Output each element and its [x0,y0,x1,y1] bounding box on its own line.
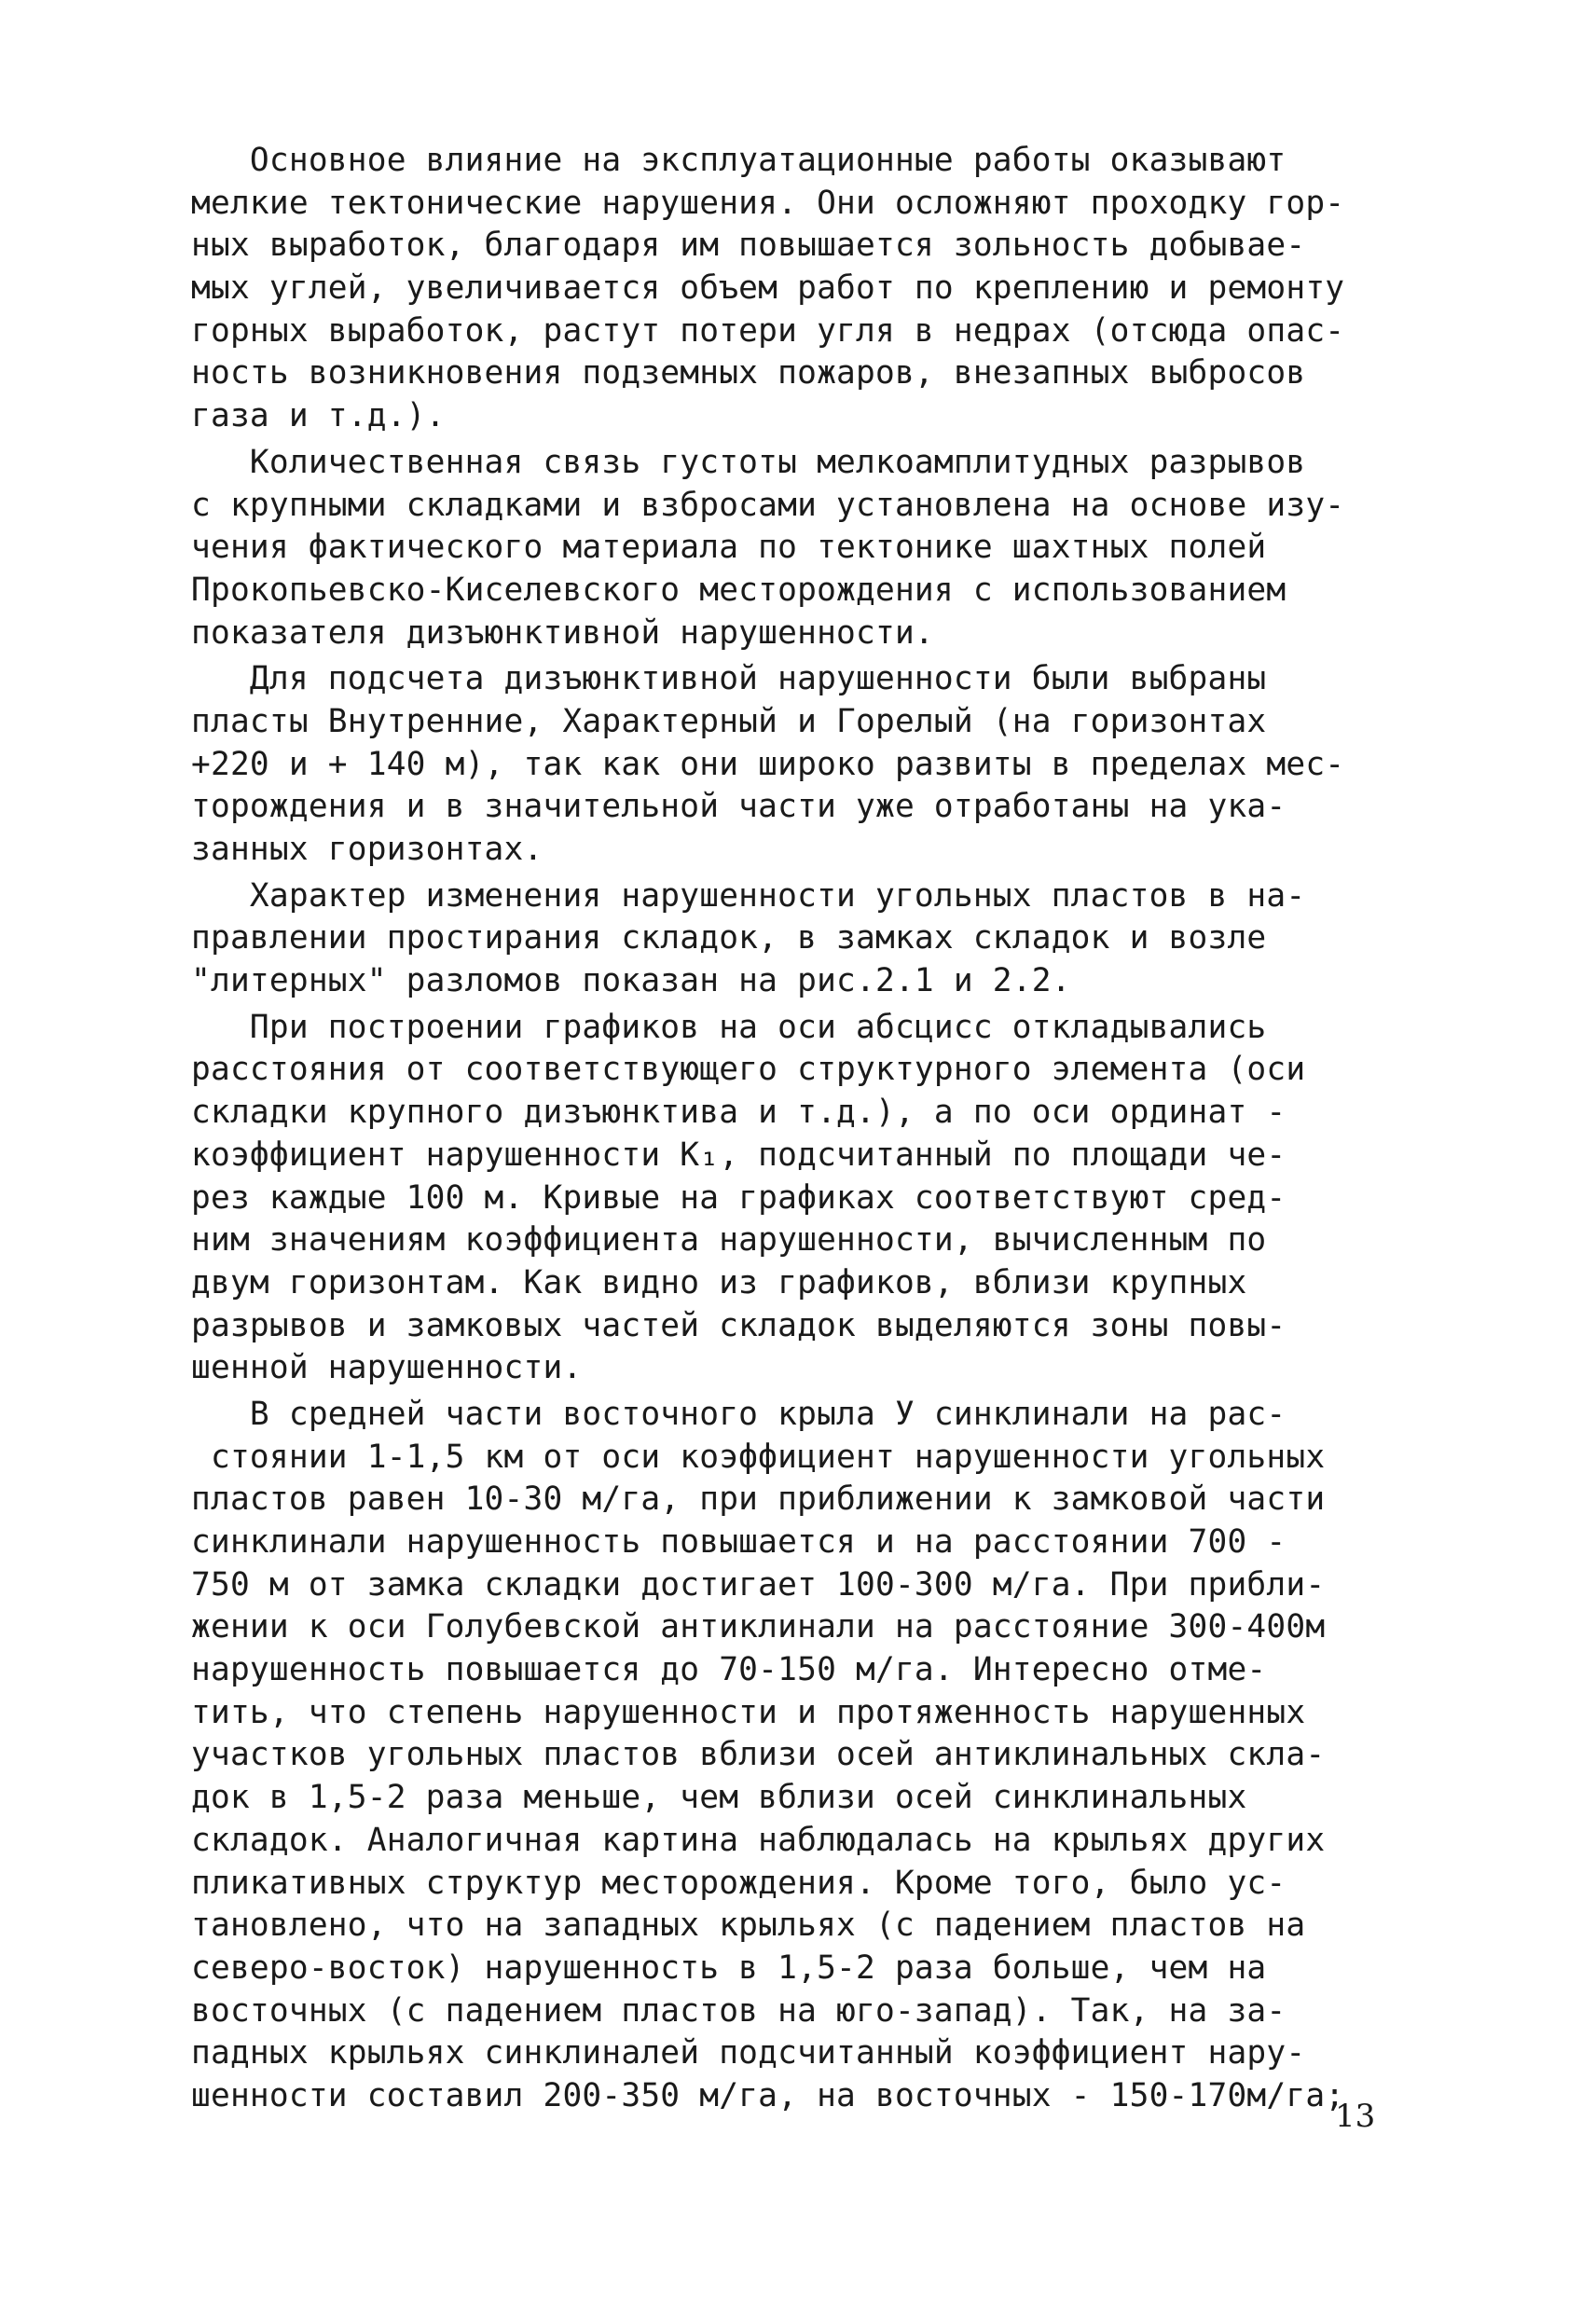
text-line: Характер изменения нарушенности угольных пластов в на- [191,876,1306,915]
text-line: пласты Внутренние, Характерный и Горелый (на горизонтах [191,702,1267,740]
text-line: "литерных" разломов показан на рис.2.1 и 2.2. [191,962,1071,1000]
text-line: с крупными складками и взбросами установлена на основе изу- [191,486,1345,524]
text-line: восточных (с падением пластов на юго-запад). Так, на за- [191,1991,1286,2030]
text-line: Для подсчета дизъюнктивной нарушенности были выбраны [191,660,1267,698]
page-number: 13 [1335,2098,1376,2135]
text-line: мелкие тектонические нарушения. Они осложняют проходку гор- [191,184,1345,222]
text-line: В средней части восточного крыла У синклинали на рас- [191,1395,1286,1433]
text-line: разрывов и замковых частей складок выделяются зоны повы- [191,1306,1286,1344]
text-line: северо-восток) нарушенность в 1,5-2 раза больше, чем на [191,1948,1267,1987]
paragraph [191,658,1422,871]
text-line: правлении простирания складок, в замках складок и возле [191,919,1267,957]
text-line: пликативных структур месторождения. Кроме того, было ус- [191,1864,1286,1902]
paragraph [191,1394,1422,2118]
text-line: тановлено, что на западных крыльях (с падением пластов на [191,1907,1306,1945]
text-line: двум горизонтам. Как видно из графиков, вблизи крупных [191,1263,1247,1301]
text-line: мых углей, увеличивается объем работ по креплению и ремонту [191,269,1345,308]
text-line: газа и т.д.). [191,397,446,435]
text-line: рез каждые 100 м. Кривые на графиках соответствуют сред- [191,1178,1286,1217]
text-line: ных выработок, благодаря им повышается зольность добывае- [191,227,1306,265]
text-line: нарушенность повышается до 70-150 м/га. Интересно отме- [191,1651,1267,1689]
paragraph [191,442,1422,654]
text-line: шенной нарушенности. [191,1349,583,1387]
text-line: Прокопьевско-Киселевского месторождения с использованием [191,571,1286,609]
paragraph [191,1007,1422,1390]
text-line: синклинали нарушенность повышается и на расстоянии 700 - [191,1523,1286,1561]
text-line: занных горизонтах. [191,831,543,868]
text-line: Основное влияние на эксплуатационные работы оказывают [191,142,1286,179]
text-line: ним значениям коэффициента нарушенности, вычисленным по [191,1221,1267,1260]
text-line: стоянии 1-1,5 км от оси коэффициент нарушенности угольных [191,1438,1326,1476]
paragraph [191,875,1422,1003]
text-line: коэффициент нарушенности К₁, подсчитанный по площади че- [191,1136,1286,1174]
text-line: жении к оси Голубевской антиклинали на расстояние 300-400м [191,1608,1326,1646]
text-line: +220 и + 140 м), так как они широко развиты в пределах мес- [191,745,1345,783]
text-line: торождения и в значительной части уже отработаны на ука- [191,788,1286,826]
text-line: тить, что степень нарушенности и протяженность нарушенных [191,1693,1306,1731]
text-line: складок. Аналогичная картина наблюдалась на крыльях других [191,1821,1326,1859]
text-line: ность возникновения подземных пожаров, внезапных выбросов [191,354,1306,392]
paragraph [191,140,1422,438]
text-line: При построении графиков на оси абсцисс откладывались [191,1008,1267,1046]
text-line: док в 1,5-2 раза меньше, чем вблизи осей синклинальных [191,1779,1247,1817]
text-line: складки крупного дизъюнктива и т.д.), а по оси ординат - [191,1094,1286,1132]
text-line: показателя дизъюнктивной нарушенности. [191,613,934,652]
document-body [191,140,1422,2122]
text-line: пластов равен 10-30 м/га, при приближении к замковой части [191,1480,1326,1519]
text-line: падных крыльях синклиналей подсчитанный коэффициент нару- [191,2034,1306,2072]
text-line: чения фактического материала по тектонике шахтных полей [191,529,1267,567]
text-line: участков угольных пластов вблизи осей антиклинальных скла- [191,1736,1326,1774]
text-line: Количественная связь густоты мелкоамплитудных разрывов [191,443,1306,481]
text-line: шенности составил 200-350 м/га, на восточных - 150-170м/га; [191,2076,1345,2114]
text-line: расстояния от соответствующего структурного элемента (оси [191,1051,1306,1089]
text-line: горных выработок, растут потери угля в недрах (отсюда опас- [191,311,1345,350]
text-line: 750 м от замка складки достигает 100-300 м/га. При прибли- [191,1565,1326,1604]
